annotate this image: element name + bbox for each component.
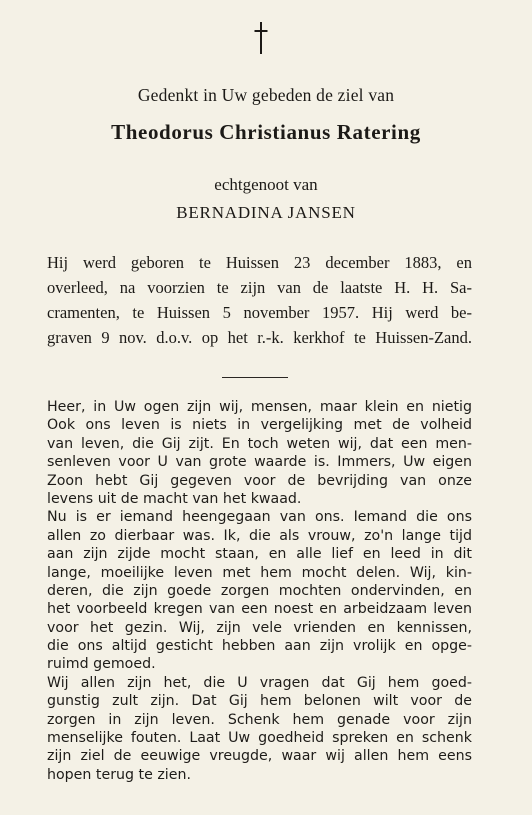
prayer-line: het voorbeeld kregen van een noest en arbeidzaam leven bbox=[47, 601, 472, 618]
prayer-line: voor het gezin. Wij, zijn vele vrienden en kennissen, bbox=[47, 619, 472, 636]
prayer-line: zijn ziel de eeuwige vreugde, waar wij allen hem eens bbox=[47, 748, 472, 765]
prayer-line: gunstig zult zijn. Dat Gij hem belonen wilt voor de bbox=[47, 693, 472, 710]
prayer-line: Nu is er iemand heengegaan van ons. Iemand die ons bbox=[47, 509, 472, 526]
prayer-line: ruimd gemoed. bbox=[47, 656, 156, 673]
prayer-line: Zoon hebt Gij gegeven voor de bevrijding van onze bbox=[47, 472, 472, 489]
prayer-line: die ons altijd gesticht hebben aan zijn vrolijk en opge- bbox=[47, 638, 472, 655]
spouse-label: echtgenoot van bbox=[214, 175, 318, 194]
biography bbox=[47, 250, 472, 350]
prayer-line: van leven, die Gij zijt. En toch weten wij, dat een men- bbox=[47, 435, 472, 452]
prayer-line: levens uit de macht van het kwaad. bbox=[47, 490, 302, 507]
biography-line: cramenten, te Huissen 5 november 1957. Hij werd be- bbox=[47, 303, 472, 322]
prayer-line: Wij allen zijn het, die U vragen dat Gij hem goed- bbox=[47, 674, 472, 691]
prayer-line: menselijke fouten. Laat Uw goedheid spreken en schenk bbox=[47, 730, 472, 747]
spouse-name: BERNADINA JANSEN bbox=[176, 203, 356, 222]
prayer-line: aan zijn zijde mocht staan, en alle lief en leed in dit bbox=[47, 546, 472, 563]
prayer-line: hopen terug te zien. bbox=[47, 766, 191, 783]
prayer-line: lange, moeilijke leven met hem mocht delen. Wij, kin- bbox=[47, 564, 472, 581]
divider bbox=[222, 377, 288, 378]
cross-icon bbox=[252, 22, 270, 54]
biography-line: graven 9 nov. d.o.v. op het r.-k. kerkhof te Huissen-Zand. bbox=[47, 328, 472, 347]
prayer-text bbox=[47, 398, 472, 784]
prayer-line: deren, die zijn goede zorgen mochten ondervinden, en bbox=[47, 582, 472, 599]
prayer-line: Heer, in Uw ogen zijn wij, mensen, maar klein en nietig bbox=[47, 399, 472, 415]
prayer-line: zorgen in zijn leven. Schenk hem genade voor zijn bbox=[47, 711, 472, 728]
biography-line: overleed, na voorzien te zijn van de laatste H. H. Sa- bbox=[47, 278, 472, 297]
biography-line: Hij werd geboren te Huissen 23 december 1883, en bbox=[47, 253, 472, 272]
intro-text: Gedenkt in Uw gebeden de ziel van bbox=[137, 85, 395, 105]
prayer-line: allen zo dierbaar was. Ik, die als vrouw, zo'n lange tijd bbox=[47, 527, 472, 544]
prayer-line: senleven voor U van grote waarde is. Immers, Uw eigen bbox=[47, 454, 472, 471]
deceased-name: Theodorus Christianus Ratering bbox=[111, 120, 421, 144]
prayer-line: Ook ons leven is niets in vergelijking met de volheid bbox=[47, 417, 472, 434]
